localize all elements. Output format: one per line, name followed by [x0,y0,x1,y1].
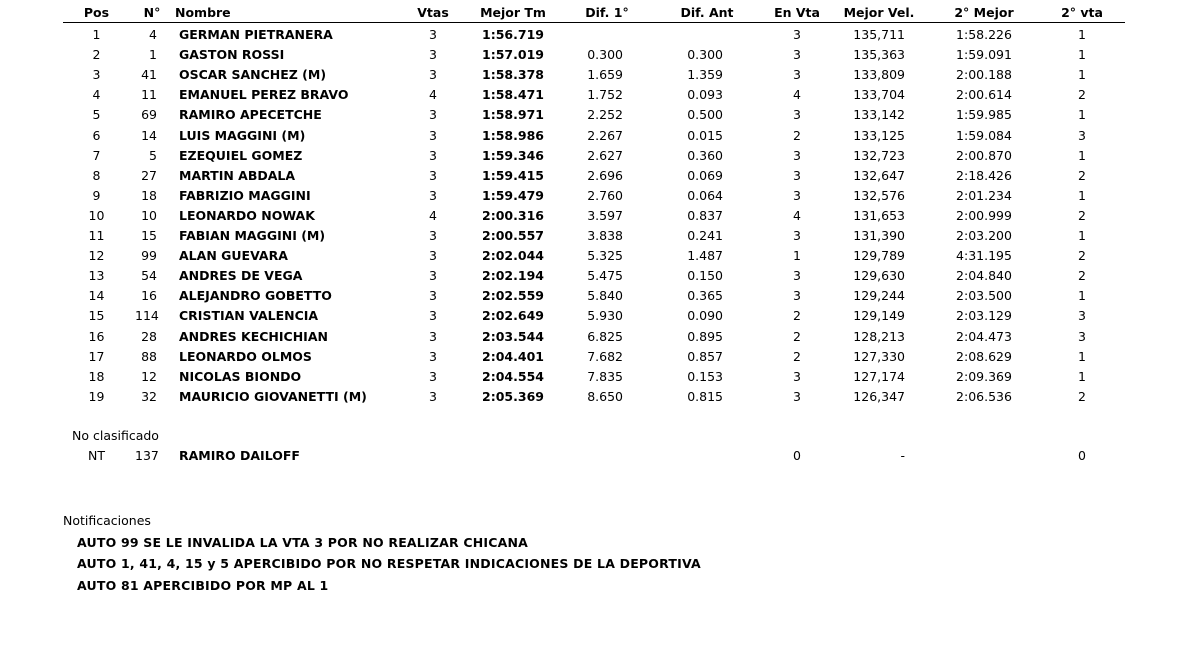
header-name: Nombre [175,5,231,20]
row-difant: 0.153 [687,368,723,384]
row-pos: 19 [88,388,105,404]
row-vtas: 3 [429,388,437,404]
row-best: 1:59.415 [482,167,544,183]
row-pos: 12 [88,248,105,264]
row-envta: 3 [793,388,801,404]
row-vel: 128,213 [853,328,905,344]
row-dif1: 6.825 [587,328,623,344]
row-num: 16 [141,288,157,304]
row-num: 54 [141,268,157,284]
row-name: NICOLAS BIONDO [179,368,302,384]
row-best: 2:02.194 [482,268,544,284]
notification-item: AUTO 99 SE LE INVALIDA LA VTA 3 POR NO REALIZAR CHICANA [77,535,529,550]
row-vta2: 1 [1078,27,1086,42]
row-num: 5 [149,147,157,163]
row-dif1: 7.835 [587,368,623,384]
row-pos: 9 [92,187,101,203]
row-best: 1:58.986 [482,127,544,143]
row-vel: 129,630 [853,268,905,284]
row-dif1: 5.475 [587,268,623,284]
table-row [63,86,1125,106]
row-dif1: 7.682 [587,348,623,364]
row-best: 2:00.316 [482,207,544,223]
row-dif1: 2.267 [587,127,623,143]
row-num: 4 [149,27,157,42]
row-best: 1:57.019 [482,47,544,63]
row-vel: 133,704 [853,87,905,103]
row-vtas: 3 [429,27,437,42]
row-difant: 0.090 [687,308,723,324]
row-best2: 2:00.188 [956,67,1012,83]
row-envta: 3 [793,27,801,42]
row-vtas: 4 [429,87,437,103]
header-best2: 2° Mejor [954,5,1014,20]
row-best: 1:59.479 [482,187,544,203]
row-envta: 3 [793,47,801,63]
row-vta2: 1 [1078,47,1086,63]
row-best2: 2:04.840 [956,268,1012,284]
row-difant: 0.015 [687,127,723,143]
row-vta2: 2 [1078,248,1086,264]
row-vtas: 3 [429,348,437,364]
row-best: 1:59.346 [482,147,544,163]
row-name: LEONARDO OLMOS [179,348,312,364]
row-name: EZEQUIEL GOMEZ [179,147,303,163]
row-envta: 3 [793,187,801,203]
row-num: 18 [141,187,157,203]
row-difant: 0.837 [687,207,723,223]
row-vta2: 1 [1078,228,1086,243]
row-best2: 1:59.084 [956,127,1012,143]
row-name: ANDRES KECHICHIAN [179,328,328,344]
row-best: 1:58.471 [482,87,544,103]
row-vtas: 3 [429,228,437,243]
row-dif1: 0.300 [587,47,623,63]
row-num: 69 [141,107,157,123]
table-row [63,26,1125,46]
row-num: 12 [141,368,157,384]
row-envta: 3 [793,107,801,123]
row-difant: 0.064 [687,187,723,203]
row-dif1: 5.325 [587,248,623,264]
row-best: 2:04.401 [482,348,544,364]
row-vta2: 2 [1078,268,1086,284]
row-vel: 127,174 [853,368,905,384]
row-vta2: 2 [1078,388,1086,404]
header-pos: Pos [83,5,110,20]
header-dif1: Dif. 1° [585,5,629,20]
row-name: RAMIRO APECETCHE [179,107,322,123]
row-name: RAMIRO DAILOFF [179,448,300,463]
row-name: LUIS MAGGINI (M) [179,127,306,143]
row-vta2: 2 [1078,87,1086,103]
table-row [63,147,1125,167]
row-envta: 2 [793,348,801,364]
notification-item: AUTO 81 APERCIBIDO POR MP AL 1 [77,578,329,593]
row-name: GERMAN PIETRANERA [179,27,333,42]
row-vta2: 1 [1078,368,1086,384]
row-pos: 17 [88,348,105,364]
row-envta: 2 [793,328,801,344]
table-row [63,247,1125,267]
row-vel: 132,723 [853,147,905,163]
row-dif1: 1.752 [587,87,623,103]
row-pos: 1 [92,27,101,42]
row-vel: 135,363 [853,47,905,63]
row-vel: 129,244 [853,288,905,304]
row-vel: 132,647 [853,167,905,183]
row-dif1: 1.659 [587,67,623,83]
row-pos: 2 [92,47,101,63]
row-dif1: 3.838 [587,228,623,243]
row-difant: 0.365 [687,288,723,304]
table-row [63,66,1125,86]
row-best: 2:04.554 [482,368,544,384]
row-vta2: 2 [1078,167,1086,183]
row-dif1: 3.597 [587,207,623,223]
header-num: N° [143,5,161,20]
row-vta2: 1 [1078,348,1086,364]
row-dif1: 2.627 [587,147,623,163]
row-vtas: 3 [429,167,437,183]
row-vtas: 3 [429,187,437,203]
row-name: MARTIN ABDALA [179,167,296,183]
row-envta: 3 [793,228,801,243]
row-dif1: 5.840 [587,288,623,304]
row-name: LEONARDO NOWAK [179,207,315,223]
row-best2: 2:00.614 [956,87,1012,103]
row-vta2: 1 [1078,107,1086,123]
row-pos: 16 [88,328,105,344]
row-name: ALEJANDRO GOBETTO [179,288,332,304]
row-envta: 2 [793,127,801,143]
row-vel: 131,653 [853,207,905,223]
row-vtas: 3 [429,67,437,83]
row-pos: 18 [88,368,105,384]
row-pos: 10 [88,207,105,223]
table-row [63,46,1125,66]
row-difant: 0.500 [687,107,723,123]
row-best2: 1:59.985 [956,107,1012,123]
row-best: 2:02.559 [482,288,544,304]
row-vta2: 1 [1078,187,1086,203]
row-envta: 3 [793,368,801,384]
header-vtas: Vtas [417,5,449,20]
row-envta: 3 [793,67,801,83]
row-dif1: 2.696 [587,167,623,183]
row-pos: NT [88,448,105,463]
row-pos: 5 [92,107,101,123]
row-best2: 2:18.426 [956,167,1012,183]
row-vtas: 3 [429,107,437,123]
row-envta: 4 [793,207,801,223]
not-classified-label: No clasificado [72,428,159,443]
row-best: 1:58.378 [482,67,544,83]
row-num: 32 [141,388,157,404]
row-difant: 0.093 [687,87,723,103]
row-vel: 133,142 [853,107,905,123]
row-difant: 1.359 [687,67,723,83]
row-envta: 3 [793,167,801,183]
row-name: CRISTIAN VALENCIA [179,308,319,324]
row-best2: 1:58.226 [956,27,1012,42]
row-pos: 6 [92,127,101,143]
row-vta2: 3 [1078,308,1086,324]
row-vtas: 3 [429,147,437,163]
row-vel: 133,125 [853,127,905,143]
table-row [63,447,1125,467]
row-difant: 0.895 [687,328,723,344]
row-vel: 126,347 [853,388,905,404]
row-vel: 129,149 [853,308,905,324]
row-difant: 0.069 [687,167,723,183]
table-row [63,227,1125,247]
row-num: 15 [141,228,157,243]
row-best: 1:56.719 [482,27,544,42]
notifications-label: Notificaciones [63,513,151,528]
row-dif1: 8.650 [587,388,623,404]
table-row [63,307,1125,327]
row-best: 2:02.649 [482,308,544,324]
row-best: 2:03.544 [482,328,544,344]
row-difant: 1.487 [687,248,723,264]
row-num: 41 [141,67,157,83]
row-vta2: 3 [1078,127,1086,143]
table-row [63,167,1125,187]
row-vel: 133,809 [853,67,905,83]
row-name: OSCAR SANCHEZ (M) [179,67,327,83]
table-header [63,4,1125,23]
row-num: 11 [141,87,157,103]
row-envta: 1 [793,248,801,264]
row-num: 137 [135,448,159,463]
row-num: 99 [141,248,157,264]
row-dif1: 5.930 [587,308,623,324]
row-best2: 2:03.200 [956,228,1012,243]
row-name: MAURICIO GIOVANETTI (M) [179,388,367,404]
row-envta: 3 [793,268,801,284]
row-pos: 7 [92,147,101,163]
row-best2: 2:01.234 [956,187,1012,203]
header-difant: Dif. Ant [680,5,734,20]
row-name: ANDRES DE VEGA [179,268,303,284]
row-vta2: 1 [1078,288,1086,304]
table-row [63,187,1125,207]
row-vta2: 2 [1078,207,1086,223]
row-vel: 132,576 [853,187,905,203]
row-vtas: 3 [429,127,437,143]
table-row [63,127,1125,147]
row-num: 28 [141,328,157,344]
table-row [63,328,1125,348]
row-dif1: 2.760 [587,187,623,203]
row-best: 2:05.369 [482,388,544,404]
row-name: GASTON ROSSI [179,47,285,63]
row-vtas: 4 [429,207,437,223]
row-best2: 2:04.473 [956,328,1012,344]
row-best2: 2:08.629 [956,348,1012,364]
row-num: 114 [135,308,159,324]
row-pos: 15 [88,308,105,324]
table-row [63,207,1125,227]
row-vtas: 3 [429,248,437,264]
row-num: 1 [149,47,157,63]
row-envta: 2 [793,308,801,324]
row-difant: 0.241 [687,228,723,243]
row-name: FABRIZIO MAGGINI [179,187,311,203]
row-envta: 4 [793,87,801,103]
row-dif1: 2.252 [587,107,623,123]
row-best: 2:00.557 [482,228,544,243]
row-vta2: 0 [1078,448,1086,463]
row-pos: 4 [92,87,101,103]
row-best2: 2:09.369 [956,368,1012,384]
table-row [63,106,1125,126]
row-vel: - [900,448,905,463]
row-difant: 0.815 [687,388,723,404]
row-best: 1:58.971 [482,107,544,123]
row-best2: 1:59.091 [956,47,1012,63]
row-best: 2:02.044 [482,248,544,264]
header-best: Mejor Tm [480,5,546,20]
row-vtas: 3 [429,368,437,384]
table-row [63,388,1125,408]
row-vel: 127,330 [853,348,905,364]
row-vta2: 3 [1078,328,1086,344]
table-row [63,267,1125,287]
header-envta: En Vta [774,5,820,20]
row-name: ALAN GUEVARA [179,248,288,264]
row-envta: 3 [793,147,801,163]
row-vta2: 1 [1078,67,1086,83]
row-best2: 2:00.870 [956,147,1012,163]
row-difant: 0.857 [687,348,723,364]
row-vtas: 3 [429,47,437,63]
row-vtas: 3 [429,268,437,284]
row-envta: 3 [793,288,801,304]
row-vtas: 3 [429,328,437,344]
row-num: 14 [141,127,157,143]
header-vel: Mejor Vel. [843,5,915,20]
row-best2: 2:06.536 [956,388,1012,404]
table-row [63,287,1125,307]
notification-item: AUTO 1, 41, 4, 15 y 5 APERCIBIDO POR NO RESPETAR INDICACIONES DE LA DEPORTIVA [77,556,701,571]
row-vel: 135,711 [853,27,905,42]
row-vtas: 3 [429,288,437,304]
table-row [63,348,1125,368]
row-pos: 3 [92,67,101,83]
header-vta2: 2° vta [1061,5,1103,20]
row-pos: 14 [88,288,105,304]
row-vtas: 3 [429,308,437,324]
row-name: EMANUEL PEREZ BRAVO [179,87,349,103]
row-best2: 2:03.500 [956,288,1012,304]
row-pos: 13 [88,268,105,284]
row-vel: 131,390 [853,228,905,243]
row-vel: 129,789 [853,248,905,264]
row-best2: 2:03.129 [956,308,1012,324]
row-vta2: 1 [1078,147,1086,163]
row-difant: 0.150 [687,268,723,284]
row-difant: 0.300 [687,47,723,63]
row-envta: 0 [793,448,801,463]
row-pos: 8 [92,167,101,183]
row-best2: 4:31.195 [956,248,1012,264]
table-row [63,368,1125,388]
row-num: 27 [141,167,157,183]
row-num: 10 [141,207,157,223]
row-name: FABIAN MAGGINI (M) [179,228,326,243]
row-pos: 11 [88,228,105,243]
row-best2: 2:00.999 [956,207,1012,223]
row-difant: 0.360 [687,147,723,163]
row-num: 88 [141,348,157,364]
